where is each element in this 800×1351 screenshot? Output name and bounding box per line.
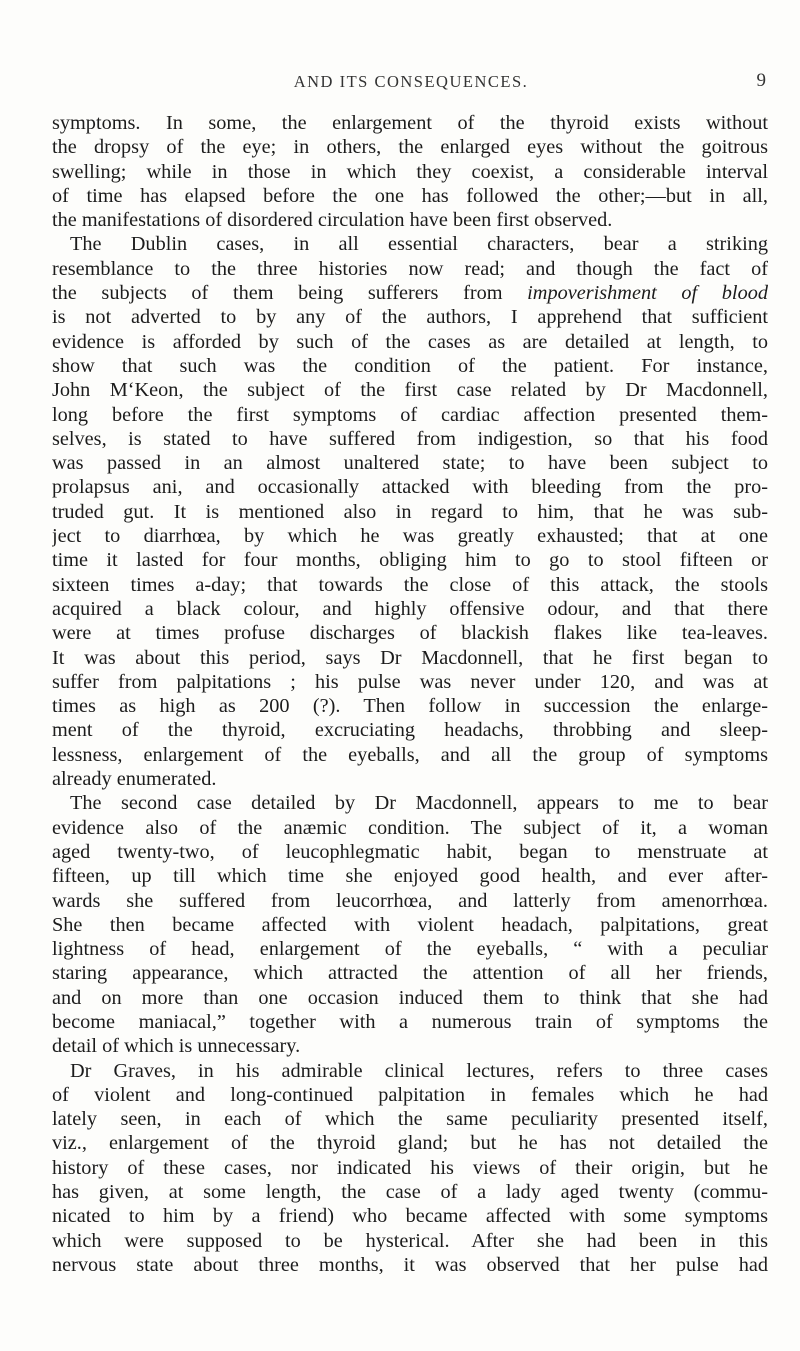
text-line: The Dublin cases, in all essential characters, bear a striking (70, 233, 768, 256)
running-head: AND ITS CONSEQUENCES. (293, 72, 529, 91)
page-number: 9 (756, 70, 766, 91)
text-line: staring appearance, which attracted the attention of all her friends, (52, 962, 768, 985)
text-line: evidence also of the anæmic condition. The subject of it, a woman (52, 816, 768, 839)
text-line: Dr Graves, in his admirable clinical lectures, refers to three cases (70, 1059, 768, 1082)
text-line: show that such was the condition of the patient. For instance, (52, 354, 768, 377)
text-line: fifteen, up till which time she enjoyed good health, and ever after- (52, 865, 768, 888)
text-line: has given, at some length, the case of a lady aged twenty (commu- (52, 1181, 768, 1204)
text-line: wards she suffered from leucorrhœa, and latterly from amenorrhœa. (52, 889, 768, 912)
text-line: ment of the thyroid, excruciating headachs, throbbing and sleep- (52, 719, 768, 742)
text-line: times as high as 200 (?). Then follow in succession the enlarge- (52, 695, 768, 718)
text-line: It was about this period, says Dr Macdonnell, that he first began to (52, 646, 768, 669)
text-line: selves, is stated to have suffered from indigestion, so that his food (52, 427, 768, 450)
text-line: the subjects of them being sufferers from impoverishment of blood (52, 282, 768, 305)
text-line: which were supposed to be hysterical. After she had been in this (52, 1229, 768, 1252)
text-line: viz., enlargement of the thyroid gland; but he has not detailed the (52, 1132, 768, 1155)
text-line: is not adverted to by any of the authors, I apprehend that sufficient (52, 306, 768, 329)
text-line: of violent and long-continued palpitation in females which he had (52, 1083, 768, 1106)
text-line: time it lasted for four months, obliging him to go to stool fifteen or (52, 549, 768, 572)
text-line: detail of which is unnecessary. (52, 1035, 301, 1058)
text-line: symptoms. In some, the enlargement of the thyroid exists without (52, 112, 768, 134)
text-line: evidence is afforded by such of the cases as are detailed at length, to (52, 330, 768, 353)
page-header (52, 72, 770, 98)
text-line: prolapsus ani, and occasionally attacked with bleeding from the pro- (52, 476, 768, 499)
text-line: and on more than one occasion induced them to think that she had (52, 986, 768, 1009)
text-line: already enumerated. (52, 768, 217, 791)
body-text (52, 111, 768, 1341)
text-line: lightness of head, enlargement of the eyeballs, “ with a peculiar (52, 938, 768, 961)
emphasis: impoverishment of blood (527, 282, 768, 305)
text-line: aged twenty-two, of leucophlegmatic habit, began to menstruate at (52, 840, 768, 863)
text-line: suffer from palpitations ; his pulse was never under 120, and was at (52, 670, 768, 693)
text-line: The second case detailed by Dr Macdonnell, appears to me to bear (70, 792, 768, 815)
text-line: sixteen times a-day; that towards the close of this attack, the stools (52, 573, 768, 596)
text-line: resemblance to the three histories now read; and though the fact of (52, 257, 768, 280)
text-line: She then became affected with violent headach, palpitations, great (52, 913, 768, 936)
text-line: were at times profuse discharges of blackish flakes like tea-leaves. (52, 622, 768, 645)
text-line: truded gut. It is mentioned also in regard to him, that he was sub- (52, 500, 768, 523)
text-line: nicated to him by a friend) who became affected with some symptoms (52, 1205, 768, 1228)
text-line: the dropsy of the eye; in others, the enlarged eyes without the goitrous (52, 136, 768, 159)
text-line: lessness, enlargement of the eyeballs, and all the group of symptoms (52, 743, 768, 766)
text-line: lately seen, in each of which the same peculiarity presented itself, (52, 1108, 768, 1131)
text-line: was passed in an almost unaltered state; to have been subject to (52, 452, 768, 475)
text-line: John M‘Keon, the subject of the first case related by Dr Macdonnell, (52, 379, 768, 402)
text-line: become maniacal,” together with a numerous train of symptoms the (52, 1010, 768, 1033)
text-line: long before the first symptoms of cardiac affection presented them- (52, 403, 768, 426)
text-line: swelling; while in those in which they coexist, a considerable interval (52, 160, 768, 183)
text-line: ject to diarrhœa, by which he was greatly exhausted; that at one (52, 525, 768, 548)
text-line: of time has elapsed before the one has followed the other;—but in all, (52, 184, 768, 207)
text-line: the manifestations of disordered circulation have been first observed. (52, 209, 613, 232)
text-line: nervous state about three months, it was observed that her pulse had (52, 1253, 768, 1276)
text-line: history of these cases, nor indicated his views of their origin, but he (52, 1156, 768, 1179)
text-line: acquired a black colour, and highly offensive odour, and that there (52, 597, 768, 620)
